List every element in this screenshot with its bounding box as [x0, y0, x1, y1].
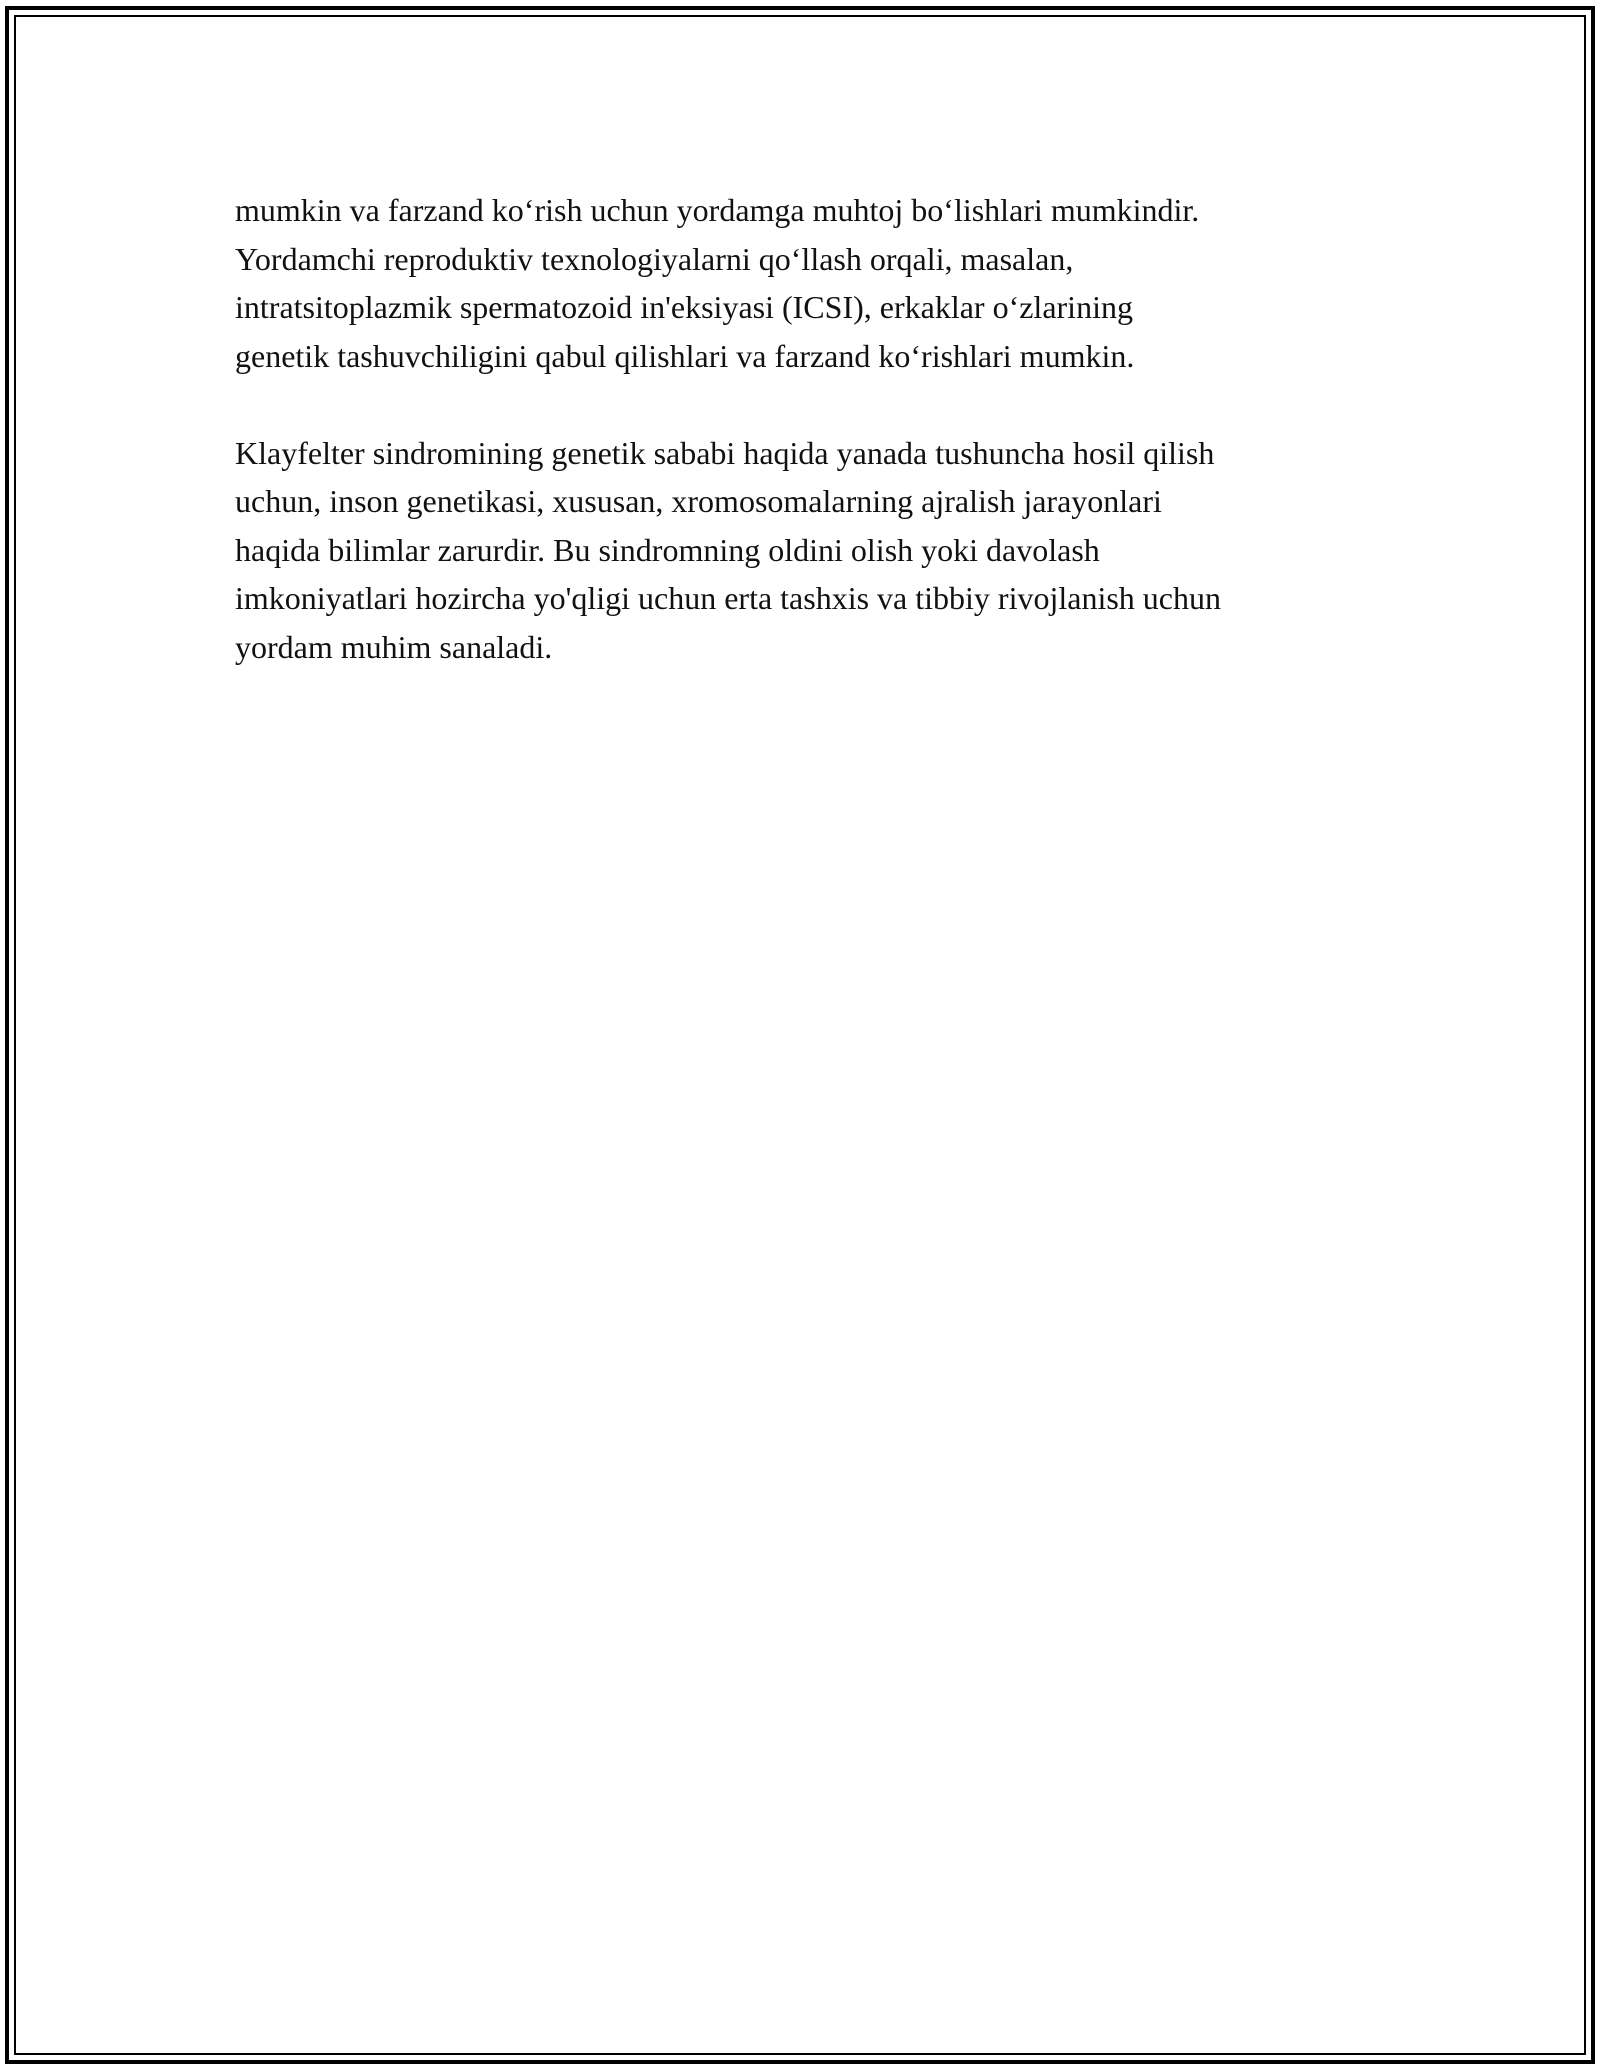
document-body [235, 186, 1395, 720]
text-line: yordam muhim sanaladi. [235, 628, 553, 665]
paragraph-2 [235, 429, 1395, 672]
text-line: haqida bilimlar zarurdir. Bu sindromning oldini olish yoki davolash [235, 531, 1100, 568]
text-line: Klayfelter sindromining genetik sababi haqida yanada tushuncha hosil qilish [235, 434, 1215, 471]
text-line: intratsitoplazmik spermatozoid in'eksiyasi (ICSI), erkaklar o‘zlarining [235, 289, 1133, 325]
text-line: genetik tashuvchiligini qabul qilishlari va farzand ko‘rishlari mumkin. [235, 337, 1135, 374]
paragraph-1 [235, 186, 1395, 380]
text-line: Yordamchi reproduktiv texnologiyalarni qo‘llash orqali, masalan, [235, 240, 1074, 277]
text-line: imkoniyatlari hozircha yo'qligi uchun erta tashxis va tibbiy rivojlanish uchun [235, 580, 1221, 616]
text-line: uchun, inson genetikasi, xususan, xromosomalarning ajralish jarayonlari [235, 483, 1162, 519]
text-line: mumkin va farzand ko‘rish uchun yordamga muhtoj bo‘lishlari mumkindir. [235, 192, 1200, 228]
